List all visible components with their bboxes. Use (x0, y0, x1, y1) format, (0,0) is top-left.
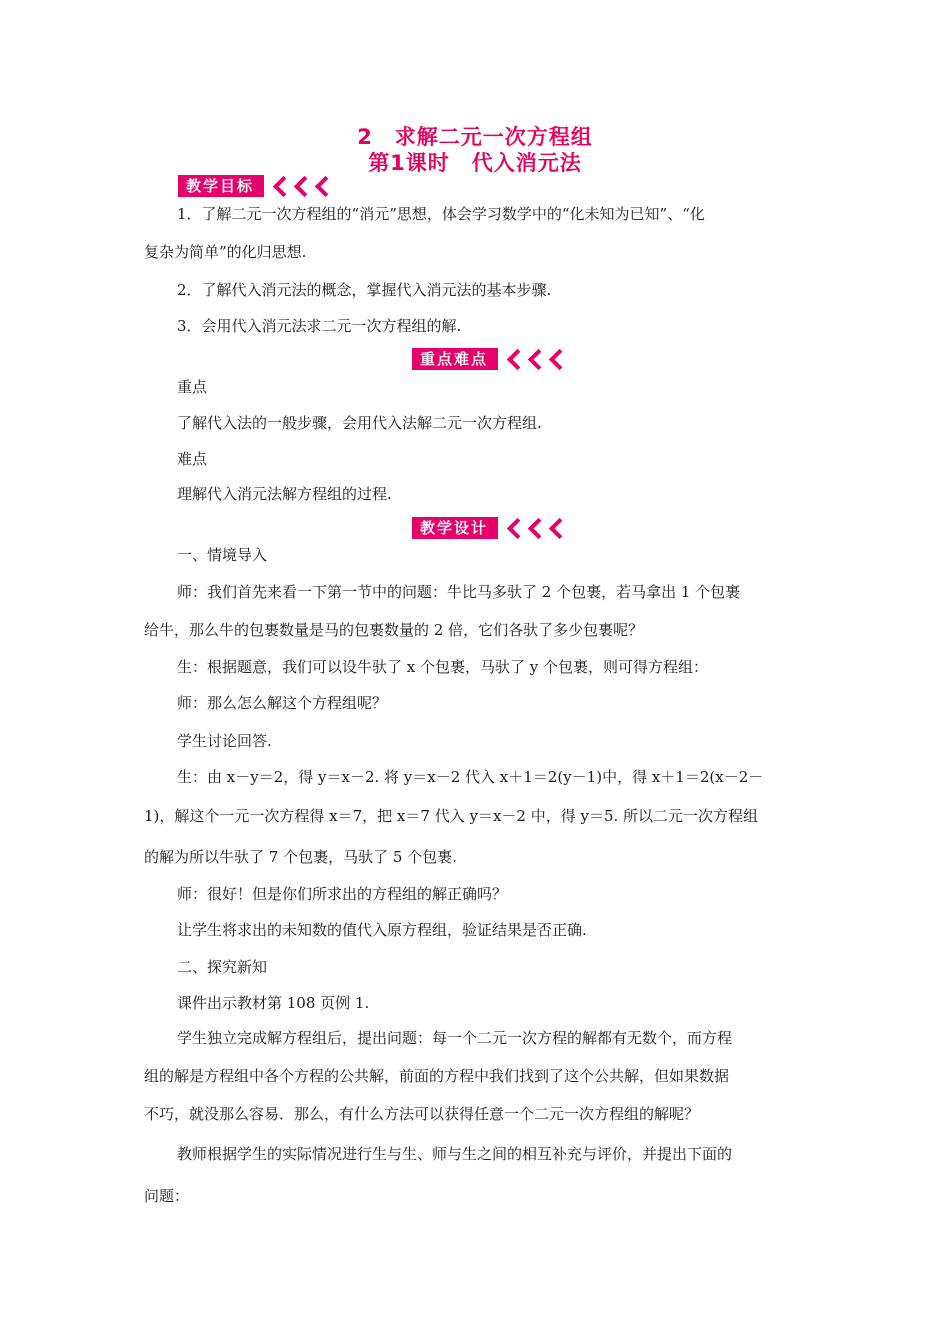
goal-2: 2．了解代入消元法的概念，掌握代入消元法的基本步骤. (177, 281, 552, 299)
chevron-left-icon (510, 517, 573, 539)
paragraph-line: 学生独立完成解方程组后，提出问题：每一个二元一次方程的解都有无数个，而方程 (177, 1029, 733, 1047)
goal-1a: 1．了解二元一次方程组的“消元”思想，体会学习数学中的“化未知为已知”、“化 (177, 205, 705, 223)
difficult-text: 理解代入消元法解方程组的过程. (177, 485, 392, 503)
badge-label: 教学目标 (178, 175, 264, 197)
paragraph-line: 学生讨论回答. (177, 732, 272, 750)
goal-1b: 复杂为简单”的化归思想. (144, 243, 307, 261)
section-badge-design (412, 516, 573, 540)
section-badge-goals (178, 174, 339, 198)
title-line-2: 第1课时 代入消元法 (368, 151, 582, 175)
section-heading-1: 一、情境导入 (177, 546, 268, 564)
chevron-left-icon (276, 175, 339, 197)
paragraph-line: 的解为所以牛驮了 7 个包裹，马驮了 5 个包裹. (144, 848, 457, 866)
key-label: 重点 (177, 378, 208, 396)
section-badge-key-points (412, 347, 573, 371)
paragraph-line: 师：我们首先来看一下第一节中的问题：牛比马多驮了 2 个包裹，若马拿出 1 个包裹 (177, 583, 741, 601)
paragraph-line: 1)，解这个一元一次方程得 x＝7，把 x＝7 代入 y＝x－2 中，得 y＝5. 所以二元一次方程组 (144, 807, 759, 825)
paragraph-line: 师：那么怎么解这个方程组呢？ (177, 694, 388, 712)
paragraph-line: 不巧，就没那么容易．那么，有什么方法可以获得任意一个二元一次方程组的解呢？ (144, 1105, 700, 1123)
paragraph-line: 问题： (144, 1187, 190, 1205)
section-heading-2: 二、探究新知 (177, 958, 268, 976)
paragraph-line: 让学生将求出的未知数的值代入原方程组，验证结果是否正确. (177, 921, 587, 939)
paragraph-line: 组的解是方程组中各个方程的公共解，前面的方程中我们找到了这个公共解，但如果数据 (144, 1067, 730, 1085)
paragraph-line: 师：很好！但是你们所求出的方程组的解正确吗？ (177, 885, 508, 903)
title-line-1: 2 求解二元一次方程组 (357, 125, 593, 149)
badge-label: 重点难点 (412, 348, 498, 370)
key-text: 了解代入法的一般步骤，会用代入法解二元一次方程组. (177, 414, 542, 432)
paragraph-line: 教师根据学生的实际情况进行生与生、师与生之间的相互补充与评价，并提出下面的 (177, 1145, 733, 1163)
paragraph-line: 给牛，那么牛的包裹数量是马的包裹数量的 2 倍，它们各驮了多少包裹呢？ (144, 621, 644, 639)
difficult-label: 难点 (177, 450, 208, 468)
paragraph-line: 生：根据题意，我们可以设牛驮了 x 个包裹，马驮了 y 个包裹，则可得方程组： (177, 658, 709, 676)
paragraph-line: 课件出示教材第 108 页例 1. (177, 994, 370, 1012)
badge-label: 教学设计 (412, 517, 498, 539)
goal-3: 3．会用代入消元法求二元一次方程组的解. (177, 317, 462, 335)
chevron-left-icon (510, 348, 573, 370)
paragraph-line: 生：由 x－y＝2，得 y＝x－2. 将 y＝x－2 代入 x＋1＝2(y－1)中，得 x＋1＝2(x－2－ (177, 768, 764, 786)
